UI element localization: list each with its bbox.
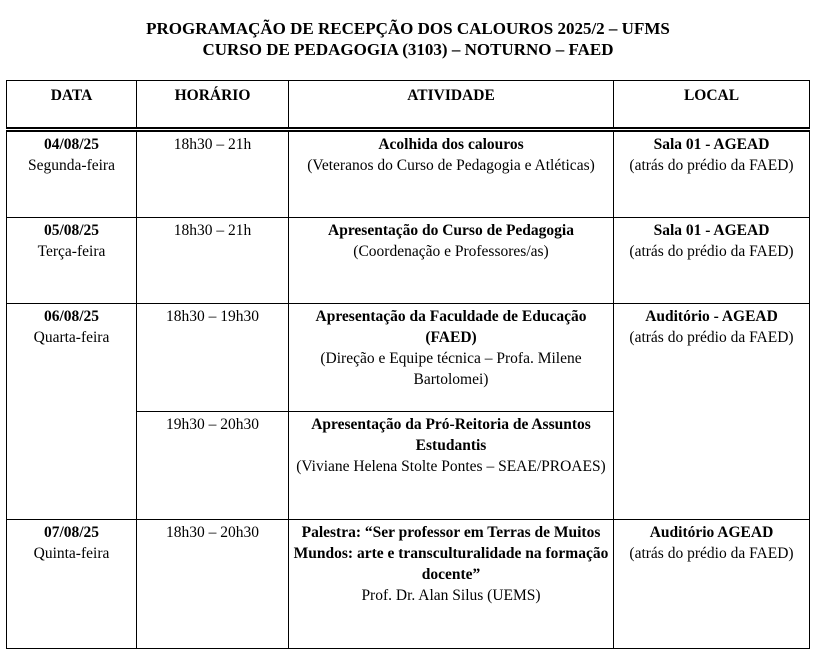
location-cell: [614, 130, 810, 218]
location-detail: (atrás do prédio da FAED): [629, 157, 794, 174]
weekday-text: Quinta-feira: [33, 545, 110, 562]
time-cell: [137, 304, 289, 412]
location-detail: (atrás do prédio da FAED): [629, 329, 794, 346]
weekday-text: Segunda-feira: [28, 157, 115, 174]
date-cell: [7, 218, 137, 304]
activity-title: Acolhida dos calouros: [378, 136, 524, 153]
location-title: Sala 01 - AGEAD: [653, 136, 770, 153]
table-row: [7, 130, 810, 218]
weekday-text: Quarta-feira: [33, 329, 110, 346]
location-cell: [614, 218, 810, 304]
time-text: 18h30 – 20h30: [166, 524, 259, 541]
column-header-time: HORÁRIO: [137, 81, 289, 130]
activity-title: Apresentação do Curso de Pedagogia: [328, 222, 574, 239]
activity-title: Palestra: “Ser professor em Terras de Muitos Mundos: arte e transculturalidade na formação docente”: [293, 524, 609, 583]
activity-cell: [289, 520, 614, 649]
date-text: 06/08/25: [43, 308, 100, 325]
location-title: Sala 01 - AGEAD: [653, 222, 770, 239]
location-cell: [614, 520, 810, 649]
location-detail: (atrás do prédio da FAED): [629, 545, 794, 562]
time-cell: [137, 520, 289, 649]
document-title: [0, 18, 816, 60]
activity-title: Apresentação da Faculdade de Educação (FAED): [315, 308, 587, 346]
date-cell: [7, 304, 137, 520]
date-text: 05/08/25: [43, 222, 100, 239]
activity-title: Apresentação da Pró-Reitoria de Assuntos Estudantis: [311, 416, 591, 454]
time-text: 19h30 – 20h30: [166, 416, 259, 433]
table-row: [7, 520, 810, 649]
activity-cell: [289, 412, 614, 520]
table-row: [7, 304, 810, 412]
time-cell: [137, 412, 289, 520]
activity-detail: Prof. Dr. Alan Silus (UEMS): [361, 587, 541, 604]
column-header-date: DATA: [7, 81, 137, 130]
activity-detail: (Coordenação e Professores/as): [353, 243, 549, 260]
time-text: 18h30 – 21h: [173, 136, 252, 153]
column-header-location: LOCAL: [614, 81, 810, 130]
location-detail: (atrás do prédio da FAED): [629, 243, 794, 260]
date-text: 04/08/25: [43, 136, 100, 153]
time-cell: [137, 130, 289, 218]
date-text: 07/08/25: [43, 524, 100, 541]
activity-cell: [289, 218, 614, 304]
title-line-2: CURSO DE PEDAGOGIA (3103) – NOTURNO – FAED: [202, 40, 614, 59]
time-text: 18h30 – 19h30: [166, 308, 259, 325]
date-cell: [7, 130, 137, 218]
activity-detail: (Veteranos do Curso de Pedagogia e Atléticas): [307, 157, 595, 174]
weekday-text: Terça-feira: [37, 243, 106, 260]
activity-detail: (Direção e Equipe técnica – Profa. Milene Bartolomei): [320, 350, 582, 388]
activity-cell: [289, 304, 614, 412]
date-cell: [7, 520, 137, 649]
title-line-1: PROGRAMAÇÃO DE RECEPÇÃO DOS CALOUROS 2025/2 – UFMS: [146, 19, 670, 38]
time-cell: [137, 218, 289, 304]
table-row: [7, 218, 810, 304]
time-text: 18h30 – 21h: [173, 222, 252, 239]
location-title: Auditório AGEAD: [649, 524, 774, 541]
schedule-table: [6, 80, 810, 649]
table-header-row: [7, 81, 810, 130]
activity-cell: [289, 130, 614, 218]
location-title: Auditório - AGEAD: [645, 308, 778, 325]
activity-detail: (Viviane Helena Stolte Pontes – SEAE/PROAES): [296, 458, 606, 475]
location-cell: [614, 304, 810, 520]
column-header-activity: ATIVIDADE: [289, 81, 614, 130]
